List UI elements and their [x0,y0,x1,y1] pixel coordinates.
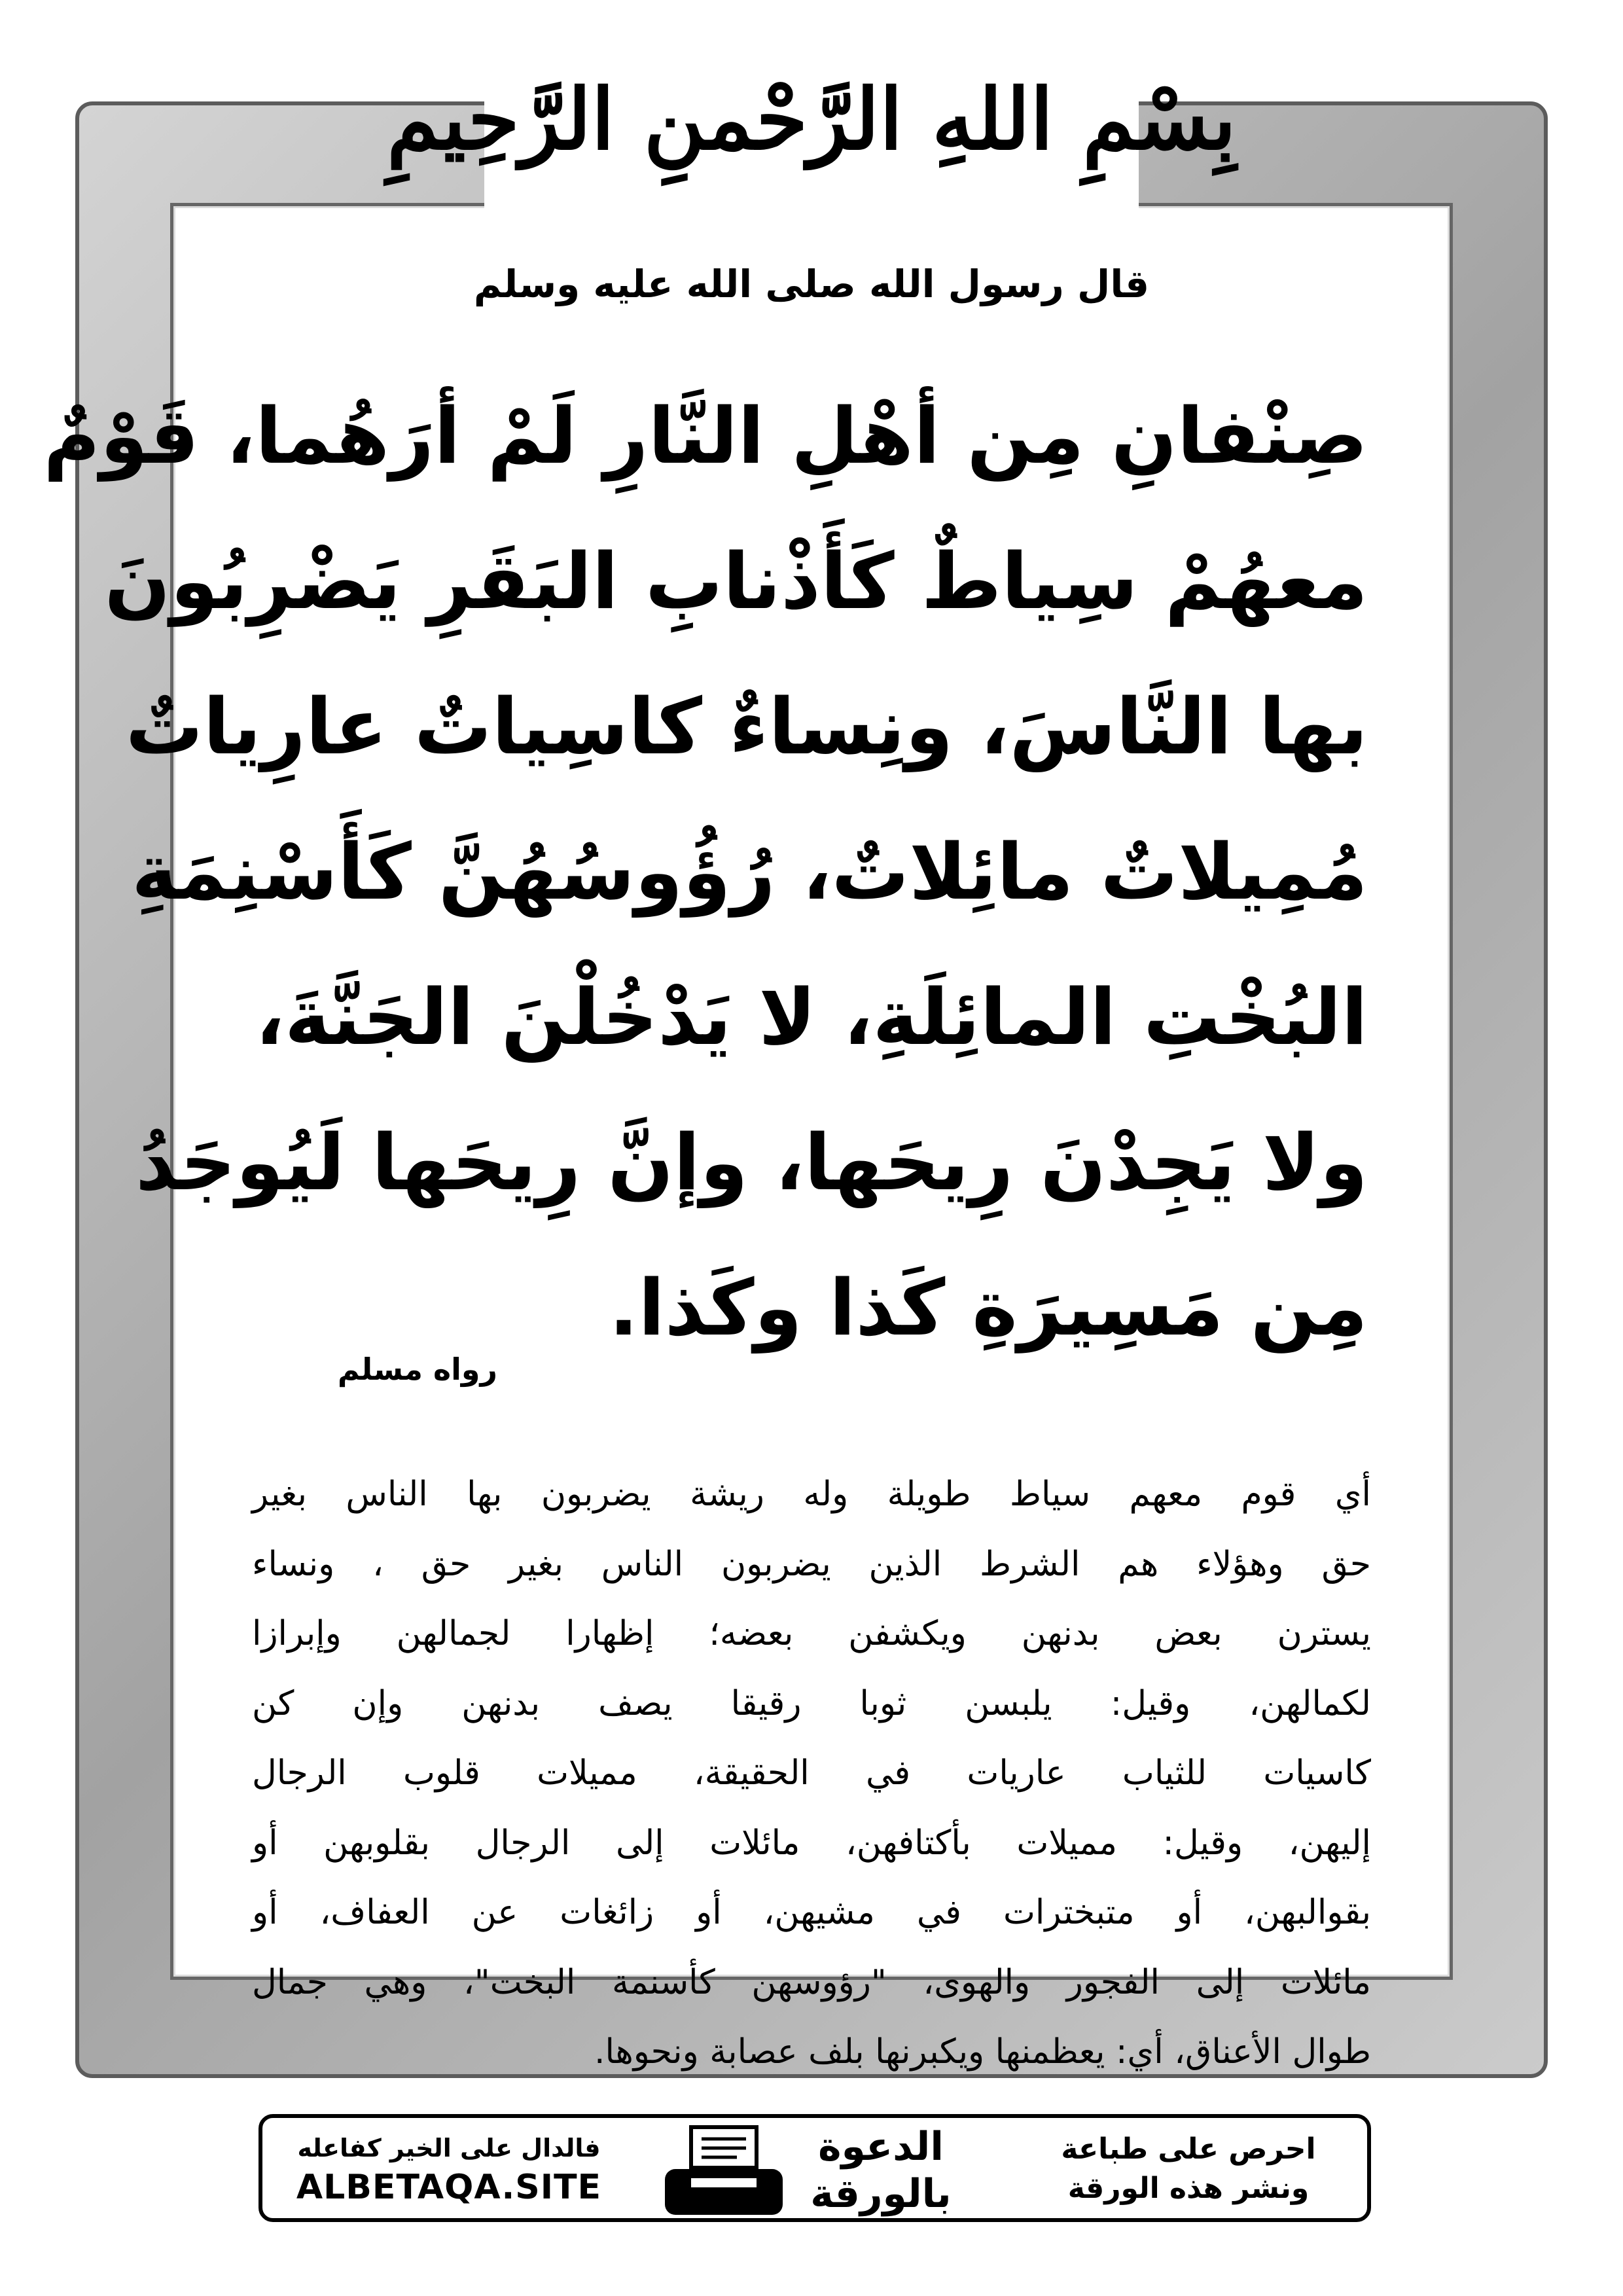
hadith-line: بها النَّاسَ، ونِساءٌ كاسِياتٌ عارِياتٌ [125,681,1368,772]
basmala-calligraphy [386,20,1237,219]
explanation-line: حق وهؤلاء هم الشرط الذين يضربون الناس بغير حق ، ونساء [252,1544,1371,1584]
hadith-line: مِن مَسِيرَةِ كَذا وكَذا. [609,1263,1368,1353]
hadith-line: صِنْفانِ مِن أهْلِ النَّارِ لَمْ أرَهُما، قَوْمٌ [43,391,1368,481]
footer-banner [259,2114,1371,2222]
hadith-intro: قال رسول الله صلى الله عليه وسلم [473,262,1150,306]
explanation-line: أي قوم معهم سياط طويلة وله ريشة يضربون بها الناس بغير [252,1475,1371,1514]
site-link[interactable]: ALBETAQA.SITE [296,2168,602,2207]
footer-motto: فالدال على الخير كفاعله [297,2134,601,2162]
hadith-line: مُمِيلاتٌ مائِلاتٌ، رُؤُوسُهُنَّ كَأَسْنِمَةِ [132,827,1368,917]
explanation-line: كاسيات للثياب عاريات في الحقيقة، مميلات قلوب الرجال [252,1753,1371,1793]
cta-line-1: احرص على طباعة [1061,2132,1316,2166]
explanation-line: إليهن، وقيل: مميلات بأكتافهن، مائلات إلى الرجال بقلوبهن أو [252,1823,1371,1863]
hadith-line: معهُمْ سِياطٌ كَأَذْنابِ البَقَرِ يَضْرِبُونَ [104,536,1368,626]
logo-top-text: الدعوة [818,2124,944,2170]
dawa-logo [810,2118,952,2223]
source-attribution: رواه مسلم [337,1352,497,1387]
hadith-line: البُخْتِ المائِلَةِ، لا يَدْخُلْنَ الجَنَّةَ، [255,972,1368,1062]
explanation-line: طوال الأعناق، أي: يعظمنها ويكبرنها بلف عصابة ونحوها. [594,2032,1371,2072]
explanation-line: يسترن بعض بدنهن ويكشفن بعضه؛ إظهارا لجمالهن وإبرازا [252,1614,1371,1653]
explanation-line: مائلات إلى الفجور والهوى، "رؤوسهن كأسنمة البخت"، وهي جمال [252,1962,1371,2002]
hadith-text [43,363,1368,1380]
logo-bottom-text: بالورقة [810,2171,952,2217]
explanation-line: بقوالبهن، أو متبخترات في مشيهن، أو زائغات عن العفاف، أو [252,1893,1371,1932]
footer-site-block [279,2130,619,2208]
printer-icon [658,2123,789,2221]
cta-line-2: ونشر هذه الورقة [1067,2172,1310,2205]
footer-call-to-action [1028,2130,1349,2208]
basmala-text: بِسْمِ اللهِ الرَّحْمنِ الرَّحِيمِ [386,70,1237,169]
explanation-text [252,1460,1371,2087]
hadith-line: ولا يَجِدْنَ رِيحَها، وإنَّ رِيحَها لَيُوجَدُ [135,1117,1368,1208]
explanation-line: لكمالهن، وقيل: يلبسن ثوبا رقيقا يصف بدنهن وإن كن [252,1683,1371,1723]
